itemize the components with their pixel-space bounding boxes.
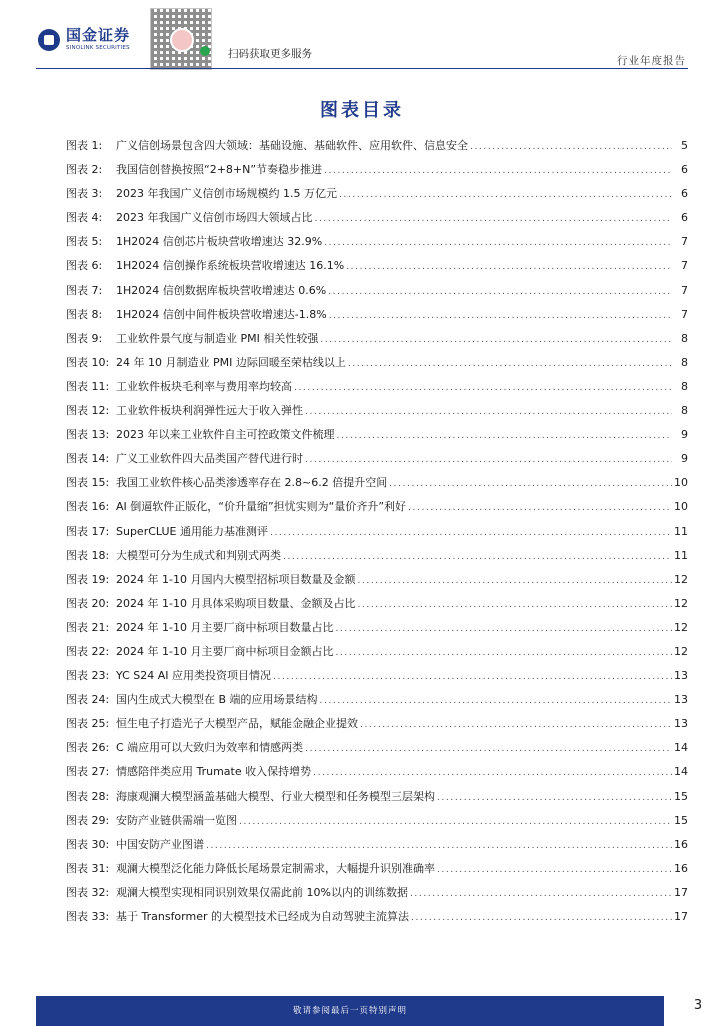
toc-dot-leader xyxy=(324,238,672,248)
toc-entry-label: 图表 4: xyxy=(66,211,103,225)
toc-entry-title: 我国工业软件核心品类渗透率存在 2.8~6.2 倍提升空间 xyxy=(116,476,388,490)
toc-entry-page: 17 xyxy=(674,910,688,923)
report-type-label: 行业年度报告 xyxy=(617,55,686,67)
toc-entry-title: AI 倒逼软件正版化，“价升量缩”担忧实则为“量价齐升”利好 xyxy=(116,500,407,514)
toc-entry[interactable] xyxy=(66,209,688,233)
toc-entry-label: 图表 5: xyxy=(66,235,103,249)
toc-dot-leader xyxy=(389,479,672,489)
scan-prompt: 扫码获取更多服务 xyxy=(228,48,312,60)
toc-entry-title: 广义工业软件四大品类国产替代进行时 xyxy=(116,452,303,466)
toc-entry-title: 2023 年我国广义信创市场规模约 1.5 万亿元 xyxy=(116,187,337,201)
toc-entry-title: 2023 年我国广义信创市场四大领域占比 xyxy=(116,211,313,225)
toc-entry[interactable] xyxy=(66,908,688,932)
toc-entry[interactable] xyxy=(66,330,688,354)
toc-entry-label: 图表 30: xyxy=(66,837,110,851)
toc-entry-page: 12 xyxy=(674,644,688,658)
toc-entry[interactable] xyxy=(66,306,688,330)
toc-entry[interactable] xyxy=(66,812,688,836)
toc-entry-page: 6 xyxy=(681,211,688,225)
toc-entry-label: 图表 21: xyxy=(66,620,110,634)
toc-entry[interactable] xyxy=(66,257,688,281)
toc-entry[interactable] xyxy=(66,474,688,498)
toc-entry[interactable] xyxy=(66,860,688,884)
toc-entry-page: 13 xyxy=(674,717,688,731)
toc-entry-page: 9 xyxy=(681,452,688,466)
toc-entry-label: 图表 26: xyxy=(66,741,110,755)
toc-entry-page: 14 xyxy=(674,741,688,755)
toc-entry-page: 11 xyxy=(674,548,688,562)
toc-dot-leader xyxy=(346,262,672,272)
toc-entry-label: 图表 1: xyxy=(66,139,103,152)
toc-dot-leader xyxy=(335,624,672,634)
toc-entry[interactable] xyxy=(66,137,688,161)
toc-entry-page: 16 xyxy=(674,837,688,851)
toc-entry-label: 图表 11: xyxy=(66,379,110,393)
toc-entry-label: 图表 32: xyxy=(66,885,110,899)
toc-entry[interactable] xyxy=(66,715,688,739)
toc-entry[interactable] xyxy=(66,354,688,378)
toc-entry-label: 图表 33: xyxy=(66,910,110,923)
toc-entry-label: 图表 22: xyxy=(66,644,110,658)
toc-entry-page: 6 xyxy=(681,187,688,201)
toc-entry-title: 国内生成式大模型在 B 端的应用场景结构 xyxy=(116,693,318,707)
toc-entry[interactable] xyxy=(66,788,688,812)
toc-entry[interactable] xyxy=(66,282,688,306)
toc-entry[interactable] xyxy=(66,619,688,643)
toc-dot-leader xyxy=(313,768,672,778)
toc-entry-page: 12 xyxy=(674,572,688,586)
toc-entry-title: 中国安防产业图谱 xyxy=(116,837,204,851)
company-logo xyxy=(38,28,130,52)
logo-en-text: SINOLINK SECURITIES xyxy=(66,45,130,51)
table-of-figures xyxy=(66,137,688,932)
toc-entry-label: 图表 10: xyxy=(66,355,110,369)
toc-entry-title: 24 年 10 月制造业 PMI 边际回暖至荣枯线以上 xyxy=(116,355,346,369)
toc-entry-label: 图表 25: xyxy=(66,717,110,731)
toc-entry-title: 1H2024 信创芯片板块营收增速达 32.9% xyxy=(116,235,323,249)
toc-entry[interactable] xyxy=(66,667,688,691)
toc-entry-title: 2024 年 1-10 月具体采购项目数量、金额及占比 xyxy=(116,596,356,610)
toc-entry[interactable] xyxy=(66,498,688,522)
toc-entry-title: 基于 Transformer 的大模型技术已经成为自动驾驶主流算法 xyxy=(116,910,409,923)
toc-dot-leader xyxy=(305,455,672,465)
toc-entry-title: 我国信创替换按照“2+8+N”节奏稳步推进 xyxy=(116,163,323,177)
toc-dot-leader xyxy=(305,744,672,754)
toc-entry-title: C 端应用可以大致归为效率和情感两类 xyxy=(116,741,304,755)
toc-dot-leader xyxy=(348,359,672,369)
toc-dot-leader xyxy=(357,600,672,610)
toc-entry[interactable] xyxy=(66,233,688,257)
toc-entry-title: 安防产业链供需端一览图 xyxy=(116,813,237,827)
toc-entry-title: 情感陪伴类应用 Trumate 收入保持增势 xyxy=(116,765,312,779)
toc-entry-title: 观澜大模型实现相同识别效果仅需此前 10%以内的训练数据 xyxy=(116,885,408,899)
toc-dot-leader xyxy=(320,335,672,345)
toc-entry-label: 图表 16: xyxy=(66,500,110,514)
toc-dot-leader xyxy=(410,889,672,899)
toc-dot-leader xyxy=(320,696,672,706)
toc-entry[interactable] xyxy=(66,523,688,547)
toc-dot-leader xyxy=(335,648,672,658)
toc-entry-page: 12 xyxy=(674,620,688,634)
toc-entry[interactable] xyxy=(66,402,688,426)
toc-entry-page: 12 xyxy=(674,596,688,610)
toc-entry-page: 9 xyxy=(681,428,688,442)
toc-entry-title: 2024 年 1-10 月主要厂商中标项目数量占比 xyxy=(116,620,334,634)
logo-icon xyxy=(38,29,60,51)
toc-dot-leader xyxy=(315,214,673,224)
toc-entry[interactable] xyxy=(66,450,688,474)
toc-entry[interactable] xyxy=(66,884,688,908)
toc-dot-leader xyxy=(324,166,672,176)
toc-entry-page: 6 xyxy=(681,163,688,177)
toc-entry-label: 图表 8: xyxy=(66,307,103,321)
toc-dot-leader xyxy=(328,287,672,297)
toc-entry-label: 图表 13: xyxy=(66,428,110,442)
footer-disclaimer: 敬请参阅最后一页特别声明 xyxy=(292,1006,407,1016)
toc-entry[interactable] xyxy=(66,426,688,450)
toc-entry-title: 1H2024 信创操作系统板块营收增速达 16.1% xyxy=(116,259,345,273)
toc-entry-page: 7 xyxy=(681,307,688,321)
toc-dot-leader xyxy=(337,431,673,441)
toc-entry-title: 工业软件景气度与制造业 PMI 相关性较强 xyxy=(116,331,319,345)
toc-entry-page: 15 xyxy=(674,789,688,803)
toc-entry-page: 8 xyxy=(681,355,688,369)
toc-dot-leader xyxy=(357,576,672,586)
toc-entry-page: 8 xyxy=(681,404,688,418)
toc-dot-leader xyxy=(206,841,672,851)
toc-entry-label: 图表 7: xyxy=(66,283,103,297)
toc-entry-label: 图表 31: xyxy=(66,861,110,875)
toc-entry-title: 观澜大模型泛化能力降低长尾场景定制需求，大幅提升识别准确率 xyxy=(116,861,435,875)
toc-entry-page: 13 xyxy=(674,669,688,683)
toc-entry-page: 10 xyxy=(674,476,688,490)
wechat-badge-icon xyxy=(200,46,210,56)
toc-dot-leader xyxy=(305,407,672,417)
toc-dot-leader xyxy=(437,793,672,803)
toc-entry-label: 图表 19: xyxy=(66,572,110,586)
toc-dot-leader xyxy=(329,311,672,321)
toc-entry-title: 广义信创场景包含四大领域：基础设施、基础软件、应用软件、信息安全 xyxy=(116,139,468,152)
toc-entry-page: 10 xyxy=(674,500,688,514)
toc-entry-label: 图表 12: xyxy=(66,404,110,418)
toc-entry-label: 图表 28: xyxy=(66,789,110,803)
toc-dot-leader xyxy=(294,383,672,393)
toc-entry-label: 图表 9: xyxy=(66,331,103,345)
toc-entry-label: 图表 18: xyxy=(66,548,110,562)
toc-entry-title: 1H2024 信创中间件板块营收增速达-1.8% xyxy=(116,307,327,321)
toc-entry[interactable] xyxy=(66,571,688,595)
toc-entry-page: 13 xyxy=(674,693,688,707)
toc-entry[interactable] xyxy=(66,691,688,715)
logo-cn-text: 国金证券 xyxy=(66,26,131,44)
toc-dot-leader xyxy=(408,503,672,513)
toc-entry[interactable] xyxy=(66,378,688,402)
toc-entry-label: 图表 6: xyxy=(66,259,103,273)
toc-entry-page: 8 xyxy=(681,331,688,345)
toc-dot-leader xyxy=(239,817,672,827)
toc-entry-label: 图表 3: xyxy=(66,187,103,201)
toc-entry-label: 图表 15: xyxy=(66,476,110,490)
toc-entry-label: 图表 29: xyxy=(66,813,110,827)
toc-entry-title: 2024 年 1-10 月主要厂商中标项目金额占比 xyxy=(116,644,334,658)
toc-entry-page: 17 xyxy=(674,885,688,899)
page-number: 3 xyxy=(693,998,703,1013)
toc-entry-title: 恒生电子打造光子大模型产品，赋能金融企业提效 xyxy=(116,717,358,731)
toc-entry-title: 工业软件板块毛利率与费用率均较高 xyxy=(116,379,292,393)
toc-dot-leader xyxy=(470,142,672,152)
toc-entry[interactable] xyxy=(66,595,688,619)
toc-entry[interactable] xyxy=(66,185,688,209)
toc-entry-label: 图表 14: xyxy=(66,452,110,466)
toc-entry-label: 图表 2: xyxy=(66,163,103,177)
toc-entry-page: 5 xyxy=(681,139,688,152)
toc-entry-title: 1H2024 信创数据库板块营收增速达 0.6% xyxy=(116,283,327,297)
toc-dot-leader xyxy=(411,913,672,923)
toc-dot-leader xyxy=(437,865,672,875)
toc-dot-leader xyxy=(360,720,672,730)
toc-entry-label: 图表 17: xyxy=(66,524,110,538)
toc-entry[interactable] xyxy=(66,161,688,185)
toc-entry[interactable] xyxy=(66,547,688,571)
toc-dot-leader xyxy=(273,672,672,682)
toc-entry-title: YC S24 AI 应用类投资项目情况 xyxy=(116,669,272,683)
toc-entry-page: 7 xyxy=(681,235,688,249)
toc-entry[interactable] xyxy=(66,836,688,860)
toc-entry-label: 图表 23: xyxy=(66,669,110,683)
toc-entry-page: 7 xyxy=(681,283,688,297)
toc-entry-page: 16 xyxy=(674,861,688,875)
toc-entry-page: 11 xyxy=(674,524,688,538)
page-header xyxy=(0,0,724,68)
toc-entry[interactable] xyxy=(66,739,688,763)
toc-entry-page: 8 xyxy=(681,379,688,393)
toc-entry-page: 15 xyxy=(674,813,688,827)
toc-entry-label: 图表 27: xyxy=(66,765,110,779)
header-divider xyxy=(36,68,688,69)
page-title: 图表目录 xyxy=(320,100,404,121)
toc-entry-label: 图表 24: xyxy=(66,693,110,707)
toc-entry-page: 7 xyxy=(681,259,688,273)
toc-entry-title: 大模型可分为生成式和判别式两类 xyxy=(116,548,281,562)
toc-entry-title: SuperCLUE 通用能力基准测评 xyxy=(116,524,268,538)
toc-dot-leader xyxy=(283,552,672,562)
toc-entry-title: 2024 年 1-10 月国内大模型招标项目数量及金额 xyxy=(116,572,356,586)
toc-dot-leader xyxy=(339,190,672,200)
toc-entry-title: 海康观澜大模型涵盖基础大模型、行业大模型和任务模型三层架构 xyxy=(116,789,435,803)
toc-entry-page: 14 xyxy=(674,765,688,779)
toc-entry-title: 2023 年以来工业软件自主可控政策文件梳理 xyxy=(116,428,335,442)
toc-dot-leader xyxy=(270,528,672,538)
toc-entry-title: 工业软件板块利润弹性远大于收入弹性 xyxy=(116,404,303,418)
qr-center-logo-icon xyxy=(170,28,194,52)
toc-entry[interactable] xyxy=(66,763,688,787)
toc-entry[interactable] xyxy=(66,643,688,667)
toc-entry-label: 图表 20: xyxy=(66,596,110,610)
